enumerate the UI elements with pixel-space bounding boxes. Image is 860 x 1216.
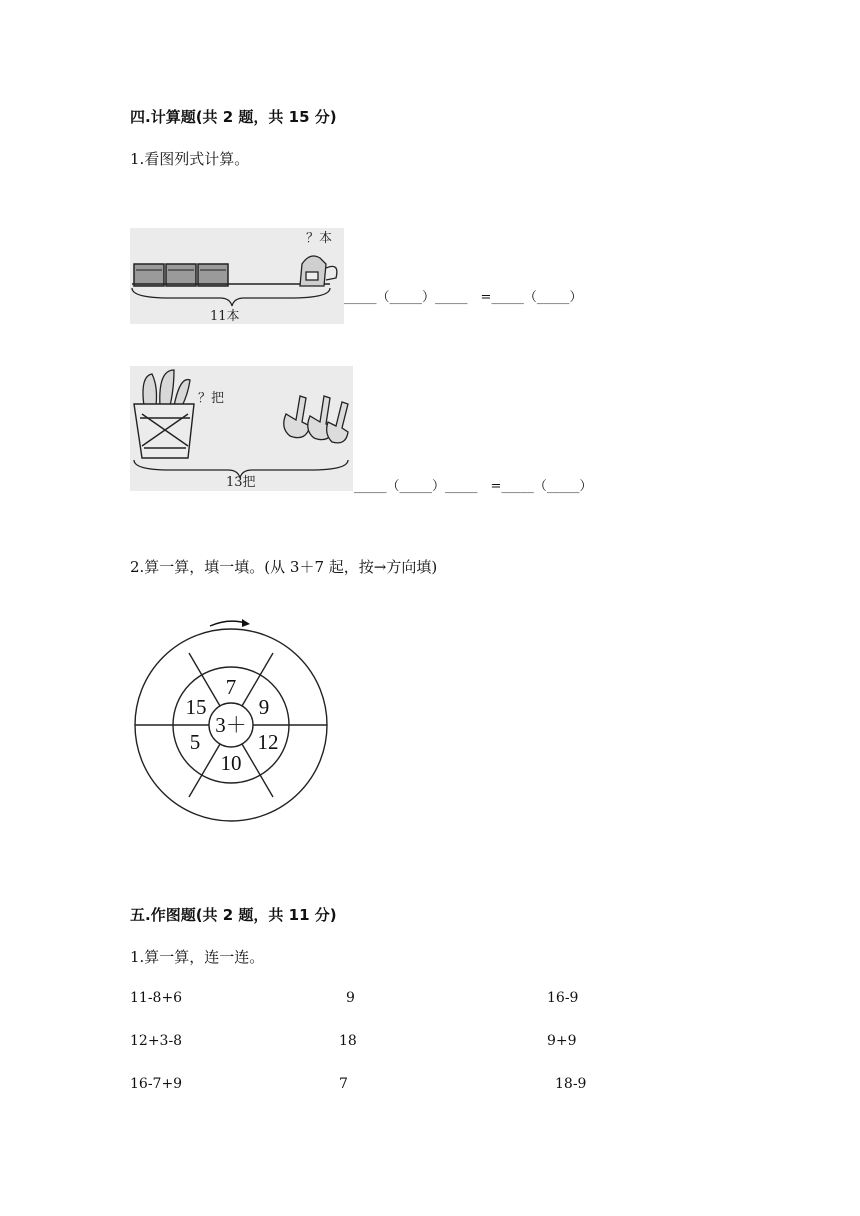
matching-question-prompt: 1.算一算，连一连。: [130, 948, 265, 966]
shovels-unknown-label: ？把: [198, 391, 225, 406]
shovels-illustration: [130, 366, 353, 491]
wheel-number: 12: [257, 730, 279, 754]
wheel-number: 7: [225, 675, 237, 699]
left-expression[interactable]: 16-7+9: [130, 1076, 183, 1092]
books-total-label: 11本: [210, 309, 240, 324]
books-unknown-label: ？本: [306, 231, 333, 246]
middle-number[interactable]: 7: [339, 1076, 348, 1092]
direction-arrow-icon: [242, 619, 250, 627]
wheel-number: 5: [189, 730, 201, 754]
shovels-picture: [130, 366, 353, 491]
right-expression[interactable]: 9+9: [547, 1033, 577, 1049]
equation-blank-2[interactable]: _____（_____）_____ =_____（_____）: [354, 479, 593, 494]
question-2-prompt: 2.算一算，填一填。(从 3＋7 起，按→方向填): [130, 558, 438, 576]
wheel-number: 10: [220, 751, 242, 775]
left-expression[interactable]: 11-8+6: [130, 990, 183, 1006]
books-picture: [130, 228, 344, 324]
section-4-title: 四.计算题(共 2 题，共 15 分): [130, 108, 337, 126]
shovels-total-label: 13把: [226, 475, 256, 490]
right-expression[interactable]: 16-9: [547, 990, 579, 1006]
middle-number[interactable]: 9: [346, 990, 355, 1006]
number-wheel: [128, 612, 338, 837]
left-expression[interactable]: 12+3-8: [130, 1033, 183, 1049]
wheel-number: 15: [185, 695, 207, 719]
wheel-center: 3＋: [215, 713, 247, 737]
right-expression[interactable]: 18-9: [555, 1076, 587, 1092]
section-5-title: 五.作图题(共 2 题，共 11 分): [130, 906, 337, 924]
books-illustration: [130, 228, 344, 324]
middle-number[interactable]: 18: [339, 1033, 357, 1049]
equation-blank-1[interactable]: _____（_____）_____ =_____（_____）: [344, 290, 583, 305]
wheel-number: 9: [258, 695, 270, 719]
question-1-prompt: 1.看图列式计算。: [130, 150, 250, 168]
